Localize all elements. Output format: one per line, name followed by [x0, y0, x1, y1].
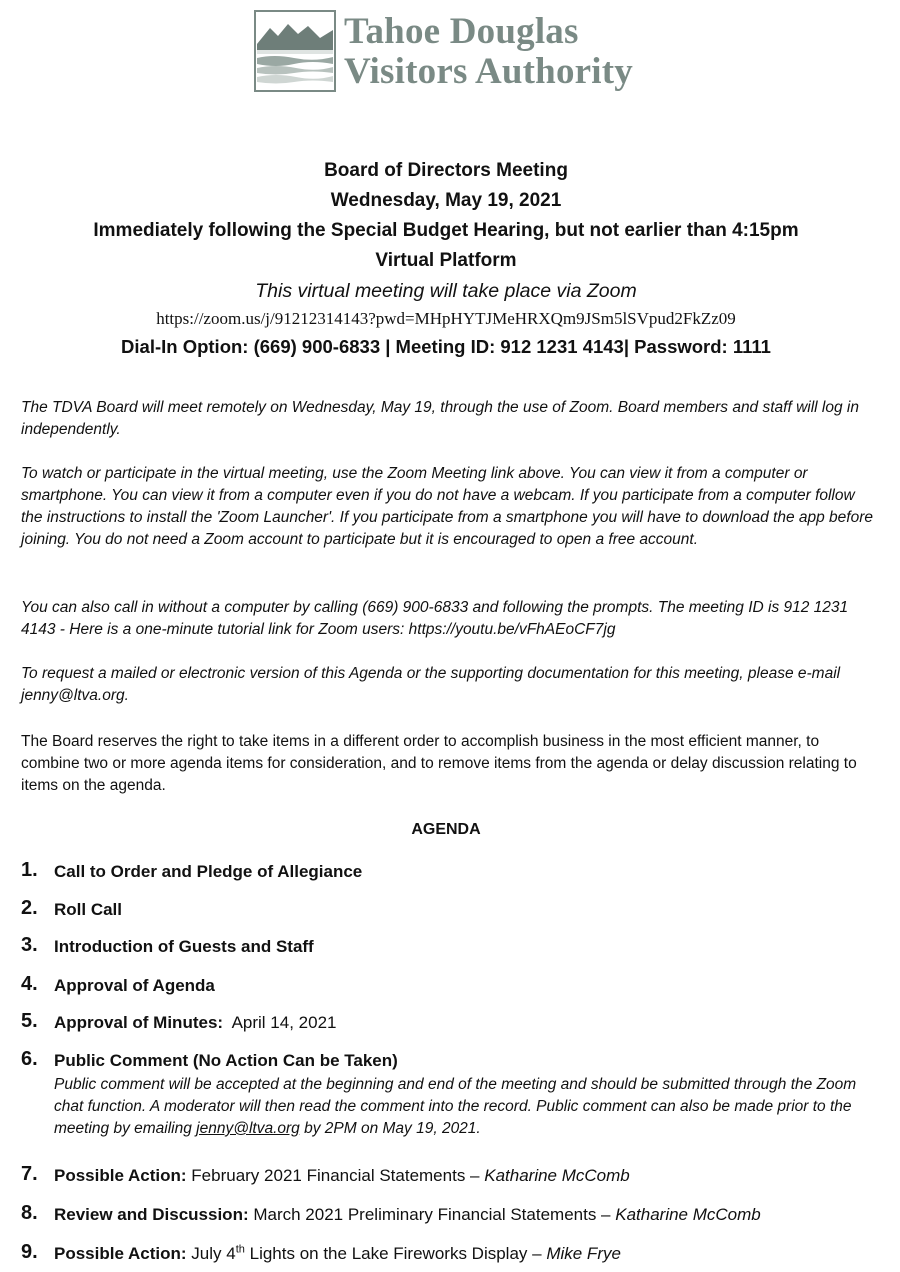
agenda-heading: AGENDA [411, 821, 481, 838]
meeting-header [0, 156, 892, 362]
agenda-item-label: Public Comment (No Action Can be Taken) [54, 1051, 398, 1070]
agenda-item-number: 7. [21, 1163, 38, 1185]
remote-meeting-paragraph: The TDVA Board will meet remotely on Wednesday, May 19, through the use of Zoom. Board members and staff will log in independently. [21, 399, 859, 438]
email-link[interactable]: jenny@ltva.org [196, 1120, 300, 1137]
mountain-lake-logo-icon [254, 10, 336, 92]
agenda-item-label: Possible Action: [54, 1166, 187, 1185]
agenda-item-number: 6. [21, 1048, 38, 1070]
dial-in-info: Dial-In Option: (669) 900-6833 | Meeting ID: 912 1231 4143| Password: 1111 [121, 336, 771, 357]
logo-wordmark [344, 12, 633, 92]
agenda-item-label: Call to Order and Pledge of Allegiance [54, 862, 363, 881]
agenda-item-detail: July 4 [186, 1244, 236, 1263]
tdva-logo [254, 10, 654, 100]
meeting-title: Board of Directors Meeting [324, 160, 568, 181]
agenda-item-number: 2. [21, 897, 38, 919]
meeting-time: Immediately following the Special Budget Hearing, but not earlier than 4:15pm [93, 220, 799, 241]
agenda-item-number: 9. [21, 1241, 38, 1263]
agenda-item-number: 1. [21, 859, 38, 881]
agenda-item-detail: February 2021 Financial Statements – [186, 1166, 485, 1185]
request-paragraph: To request a mailed or electronic version of this Agenda or the supporting documentation for this meeting, please e-mail jenny@ltva.org. [21, 665, 841, 704]
agenda-item-number: 8. [21, 1202, 38, 1224]
participation-paragraph: To watch or participate in the virtual meeting, use the Zoom Meeting link above. You can view it from a computer or smartphone. You can view it from a computer even if you do not have a webcam. If you participate from a computer follow the instructions to install the 'Zoom Launcher'. If you participate from a smartphone you will have to download the app before joining. You do not need a Zoom account to participate but it is encouraged to open a free account. [21, 465, 874, 548]
agenda-item-presenter: Katharine McComb [484, 1166, 630, 1185]
agenda-item-label: Introduction of Guests and Staff [54, 937, 314, 956]
public-comment-text: Public comment will be accepted at the beginning and end of the meeting and should be submitted through the Zoom chat function. A moderator will then read the comment into the record. Public comment can also be made prior to the meeting by emailing [54, 1076, 857, 1137]
agenda-item-label: Approval of Agenda [54, 976, 215, 995]
agenda-item-label: Possible Action: [54, 1244, 187, 1263]
agenda-item-presenter: Katharine McComb [615, 1205, 761, 1224]
ordinal-suffix: th [235, 1243, 245, 1256]
meeting-platform: Virtual Platform [375, 250, 517, 271]
agenda-item-detail-cont: Lights on the Lake Fireworks Display – [244, 1244, 547, 1263]
call-in-paragraph: You can also call in without a computer by calling (669) 900-6833 and following the prompts. The meeting ID is 912 1231 4143 - Here is a one-minute tutorial link for Zoom users: https://youtu.be/vFhAEoCF7jg [21, 599, 849, 638]
agenda-item-detail: April 14, 2021 [223, 1013, 337, 1032]
agenda-item-label: Review and Discussion: [54, 1205, 249, 1224]
agenda-item-number: 4. [21, 973, 38, 995]
agenda-item-presenter: Mike Frye [546, 1244, 621, 1263]
zoom-url-link[interactable]: https://zoom.us/j/91212314143?pwd=MHpHYTJMeHRXQm9JSm5lSVpud2FkZz09 [156, 309, 736, 328]
public-comment-note [54, 1074, 879, 1140]
meeting-date: Wednesday, May 19, 2021 [330, 190, 562, 211]
board-rights-paragraph: The Board reserves the right to take items in a different order to accomplish business in the most efficient manner, to combine two or more agenda items for consideration, and to remove items from the agenda or delay discussion relating to items on the agenda. [21, 733, 857, 794]
agenda-item-number: 3. [21, 934, 38, 956]
agenda-item-label: Approval of Minutes: [54, 1013, 224, 1032]
logo-line-1: Tahoe Douglas [344, 11, 579, 52]
public-comment-deadline: by 2PM on May 19, 2021. [299, 1120, 481, 1137]
agenda-item-number: 5. [21, 1010, 38, 1032]
agenda-item-label: Roll Call [54, 900, 123, 919]
agenda-item-detail: March 2021 Preliminary Financial Statements – [248, 1205, 616, 1224]
logo-line-2: Visitors Authority [344, 51, 633, 92]
zoom-note: This virtual meeting will take place via Zoom [255, 280, 637, 302]
